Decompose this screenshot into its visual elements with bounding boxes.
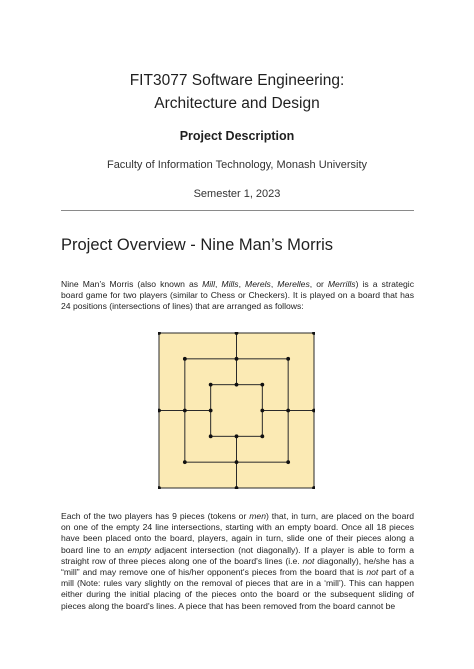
text-span: , or bbox=[309, 279, 328, 289]
board-position-point bbox=[235, 434, 239, 438]
text-span: , bbox=[270, 279, 278, 289]
nine-mens-morris-board-diagram bbox=[158, 332, 315, 489]
board-position-point bbox=[235, 460, 239, 464]
board-position-point bbox=[286, 460, 290, 464]
board-position-point bbox=[183, 409, 187, 413]
board-position-point bbox=[260, 409, 264, 413]
board-position-point bbox=[183, 460, 187, 464]
text-span: diagonally), he/she has a “mill” and may remove one of his/her opponent's pieces from the board that is bbox=[61, 555, 414, 578]
board-position-point bbox=[209, 383, 213, 387]
italic-text-span: Mill bbox=[202, 279, 215, 289]
document-title-line-2: Architecture and Design bbox=[154, 95, 320, 112]
text-span: ) that, in turn, are placed on the board on one of the empty 24 line intersections, starting with an empty board. Once all 18 pieces have been placed onto the board, players, again in turn, slide one of their pieces along a board line to an bbox=[61, 511, 414, 555]
board-position-point bbox=[260, 383, 264, 387]
italic-text-span: empty bbox=[127, 544, 151, 555]
italic-text-span: Merels bbox=[245, 279, 271, 289]
board-position-point bbox=[235, 383, 239, 387]
text-span: Each of the two players has 9 pieces (tokens or bbox=[61, 511, 250, 521]
document-subtitle: Project Description bbox=[179, 129, 295, 143]
text-span: part of a mill (Note: rules vary slightly on the removal of pieces that are in a ‘mill’). This can happen either during the initial placing of the pieces onto the board or the subsequent sliding of pieces along the board's lines. A piece that has been removed from the board cannot be bbox=[61, 567, 414, 611]
italic-text-span: Merelles bbox=[277, 279, 310, 289]
board-position-point bbox=[286, 357, 290, 361]
text-span: Nine Man’s Morris (also known as bbox=[61, 279, 203, 289]
board-position-point bbox=[183, 357, 187, 361]
text-span: , bbox=[238, 279, 246, 289]
semester-line: Semester 1, 2023 bbox=[193, 188, 281, 200]
italic-text-span: Mills bbox=[221, 279, 239, 289]
text-span: adjacent intersection (not diagonally). If a player is able to form a straight row of three pieces along one of the board's lines (i.e. bbox=[61, 544, 414, 566]
italic-text-span: Merrills bbox=[327, 279, 356, 289]
board-position-point bbox=[209, 409, 213, 413]
section-heading: Project Overview - Nine Man’s Morris bbox=[61, 236, 334, 254]
intro-paragraph bbox=[61, 279, 414, 313]
text-span: , bbox=[214, 279, 222, 289]
board-position-point bbox=[209, 434, 213, 438]
italic-text-span: not bbox=[366, 567, 379, 578]
italic-text-span: not bbox=[302, 555, 315, 566]
rules-paragraph bbox=[61, 511, 414, 612]
faculty-line: Faculty of Information Technology, Monash University bbox=[106, 159, 368, 171]
board-position-point bbox=[286, 409, 290, 413]
italic-text-span: men bbox=[249, 511, 266, 521]
board-position-point bbox=[260, 434, 264, 438]
horizontal-divider bbox=[61, 210, 414, 211]
text-span: ) is a strategic board game for two players (similar to Chess or Checkers). It is played on a board that has 24 positions (intersections of lines) that are arranged as follows: bbox=[61, 279, 415, 312]
board-position-point bbox=[235, 357, 239, 361]
document-title-line-1: FIT3077 Software Engineering: bbox=[129, 72, 345, 89]
